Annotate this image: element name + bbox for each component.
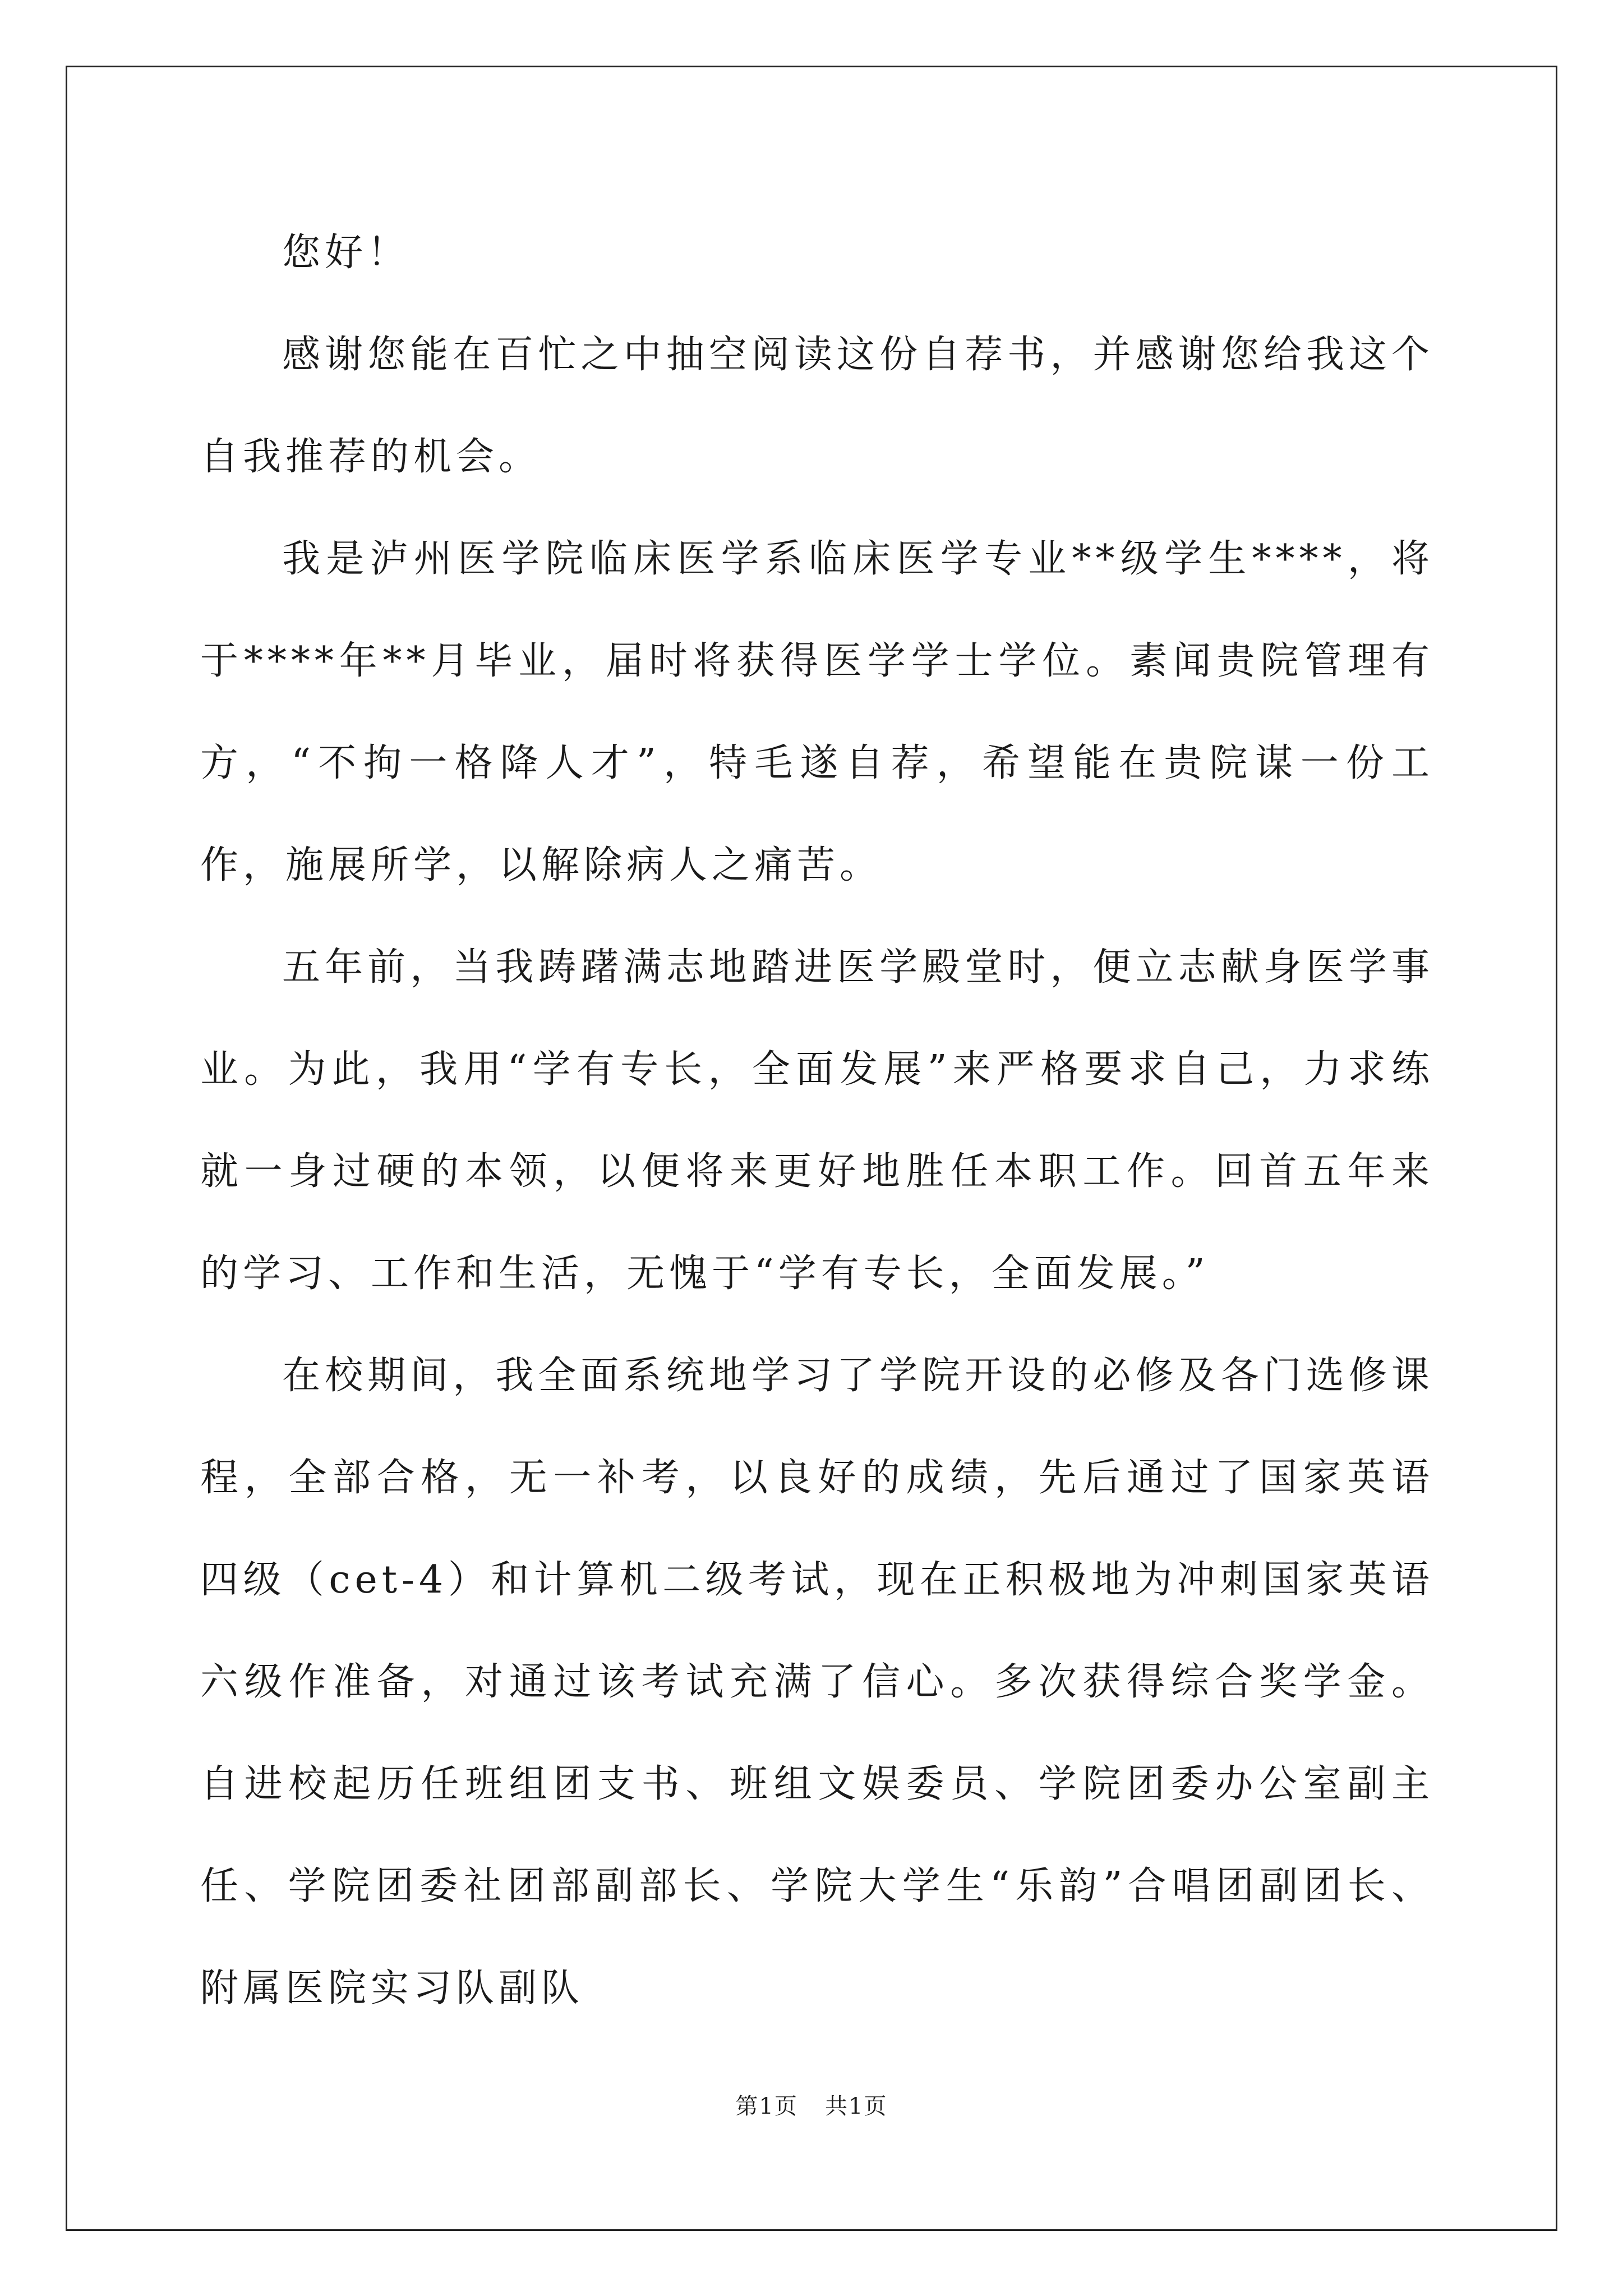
page-total: 共1页 [825, 2093, 888, 2119]
letter-body [200, 202, 1434, 2040]
paragraph-introduction: 我是泸州医学院临床医学系临床医学专业**级学生****，将于****年**月毕业，届时将获得医学学士学位。素闻贵院管理有方，“不拘一格降人才”，特毛遂自荐，希望能在贵院谋一份工作，施展所学，以解除病人之痛苦。 [200, 537, 1434, 887]
page-number: 第1页 [735, 2093, 798, 2119]
paragraph-thanks: 感谢您能在百忙之中抽空阅读这份自荐书，并感谢您给我这个自我推荐的机会。 [200, 333, 1434, 479]
paragraph-ambition: 五年前，当我踌躇满志地踏进医学殿堂时，便立志献身医学事业。为此，我用“学有专长，全面发展”来严格要求自己，力求练就一身过硬的本领，以便将来更好地胜任本职工作。回首五年来的学习、工作和生活，无愧于“学有专长，全面发展。” [200, 945, 1434, 1296]
paragraph-achievements: 在校期间，我全面系统地学习了学院开设的必修及各门选修课程，全部合格，无一补考，以良好的成绩，先后通过了国家英语四级（cet-4）和计算机二级考试，现在正积极地为冲刺国家英语六级作准备，对通过该考试充满了信心。多次获得综合奖学金。自进校起历任班组团支书、班组文娱委员、学院团委办公室副主任、学院团委社团部副部长、学院大学生“乐韵”合唱团副团长、附属医院实习队副队 [200, 1354, 1434, 2010]
page-footer [0, 2090, 1623, 2123]
paragraph-greeting: 您好！ [282, 231, 411, 275]
